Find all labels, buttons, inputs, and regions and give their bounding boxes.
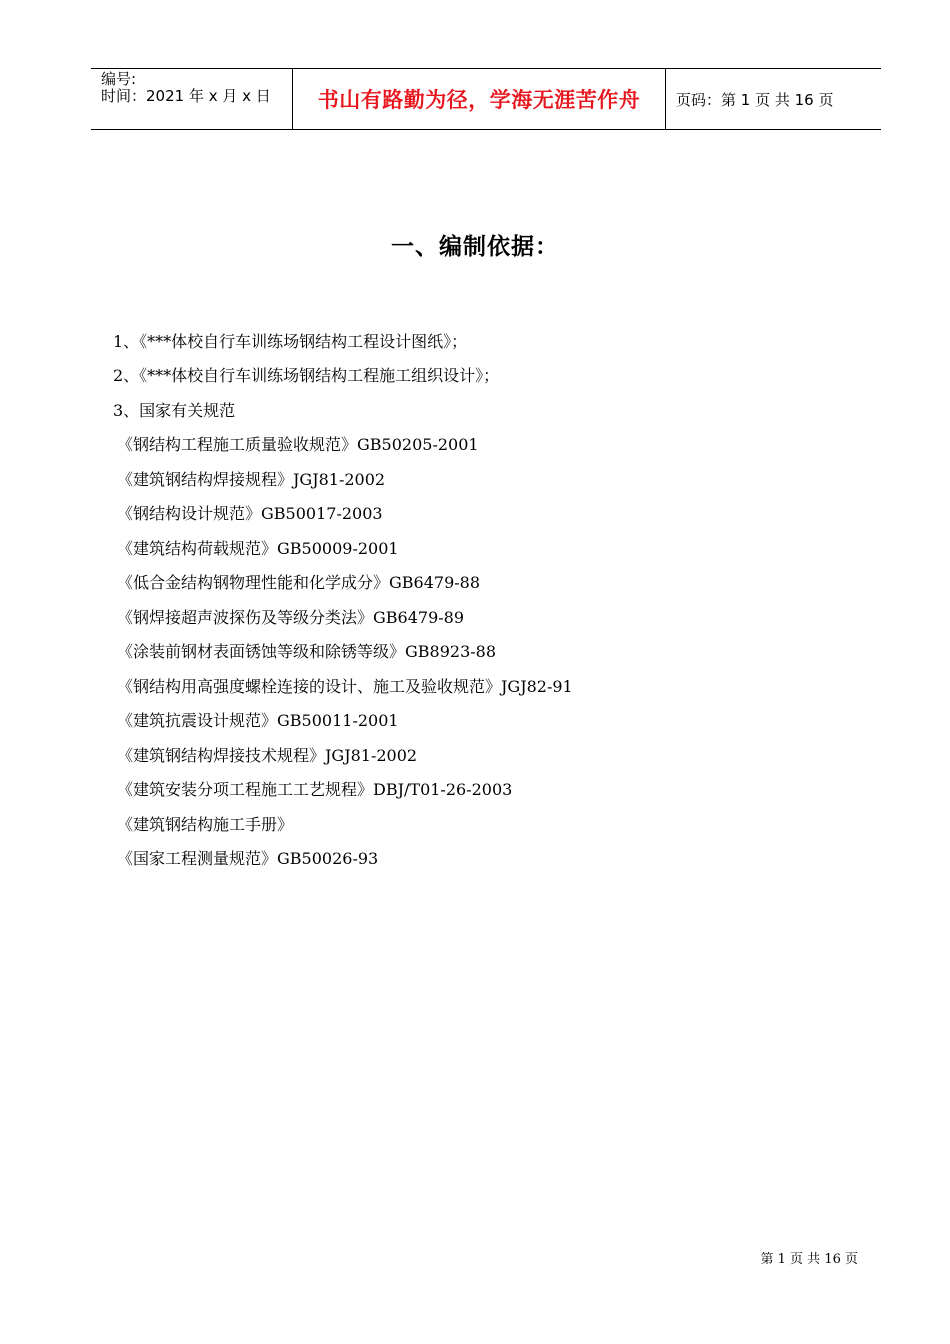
- list-item: 《钢结构用高强度螺栓连接的设计、施工及验收规范》JGJ82-91: [117, 677, 573, 696]
- serial-label: 编号:: [101, 70, 137, 88]
- section-title: 一、编制依据：: [391, 234, 559, 260]
- header-meta: [91, 69, 293, 129]
- list-item: 2、《***体校自行车训练场钢结构工程施工组织设计》；: [113, 366, 500, 385]
- time-label: 时间：2021 年 x 月 x 日: [101, 87, 271, 105]
- list-item: 《建筑钢结构焊接规程》JGJ81-2002: [117, 470, 386, 489]
- list-item: 《建筑钢结构施工手册》: [117, 815, 294, 834]
- list-item: 3、国家有关规范: [113, 401, 236, 420]
- list-item: 《钢结构设计规范》GB50017-2003: [117, 504, 383, 523]
- list-item: 《低合金结构钢物理性能和化学成分》GB6479-88: [117, 573, 481, 592]
- list-item: 《建筑结构荷载规范》GB50009-2001: [117, 539, 399, 558]
- header-page-info: 页码：第 1 页 共 16 页: [676, 90, 834, 109]
- header-motto: 书山有路勤为径，学海无涯苦作舟: [293, 69, 666, 129]
- page-header: [91, 68, 881, 130]
- list-item: 《建筑抗震设计规范》GB50011-2001: [117, 711, 399, 730]
- page-footer: 第 1 页 共 16 页: [760, 1252, 858, 1267]
- list-item: 《涂装前钢材表面锈蚀等级和除锈等级》GB8923-88: [117, 642, 497, 661]
- list-item: 《建筑钢结构焊接技术规程》JGJ81-2002: [117, 746, 418, 765]
- list-item: 《国家工程测量规范》GB50026-93: [117, 849, 379, 868]
- list-item: 《钢结构工程施工质量验收规范》GB50205-2001: [117, 435, 479, 454]
- list-item: 1、《***体校自行车训练场钢结构工程设计图纸》；: [113, 332, 468, 351]
- list-item: 《钢焊接超声波探伤及等级分类法》GB6479-89: [117, 608, 465, 627]
- list-item: 《建筑安装分项工程施工工艺规程》DBJ/T01-26-2003: [117, 780, 513, 799]
